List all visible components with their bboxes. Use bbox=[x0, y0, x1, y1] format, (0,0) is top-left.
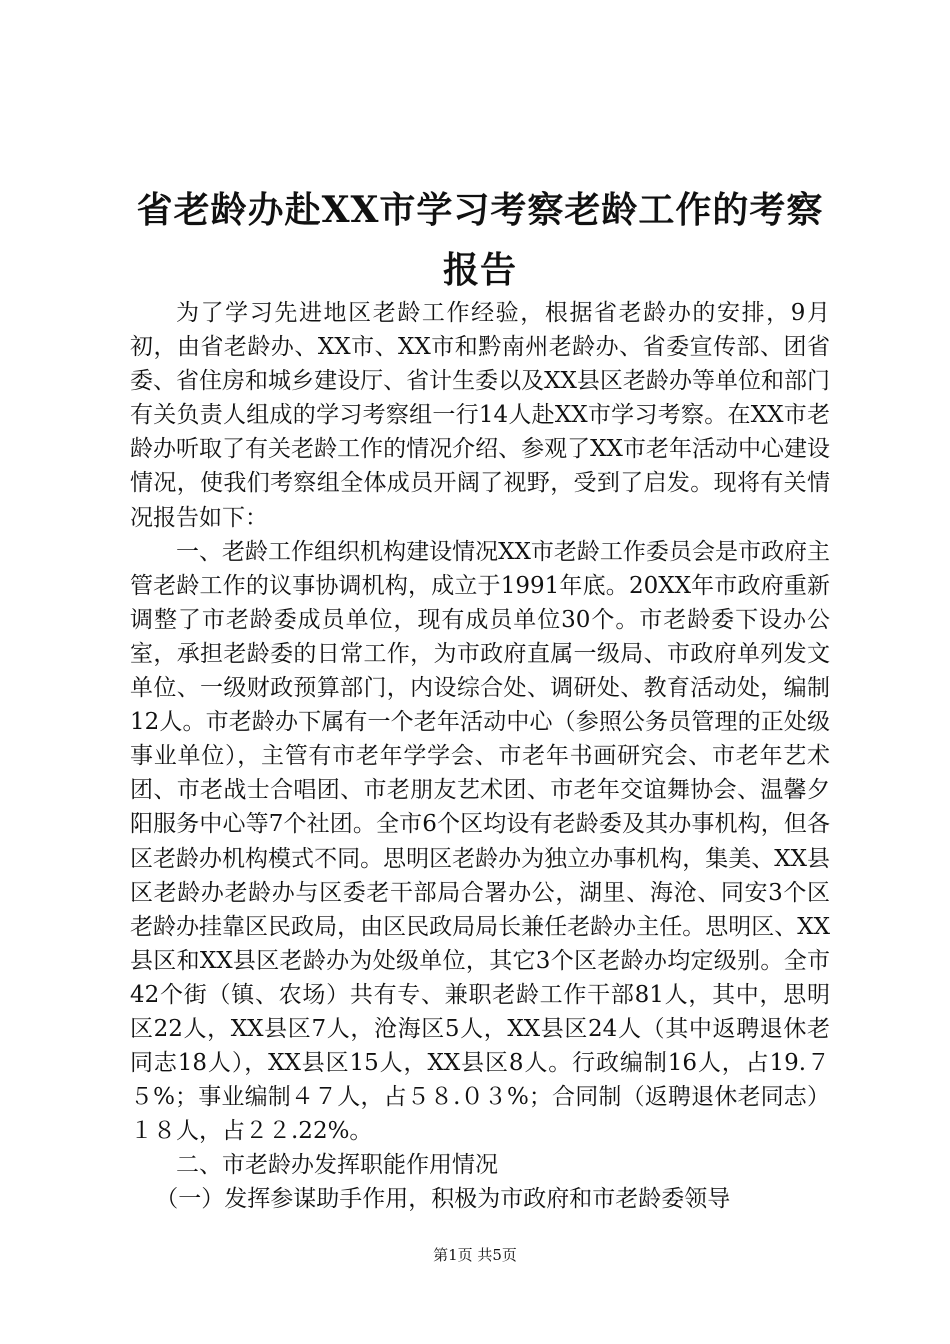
paragraph-section-one: 一、老龄工作组织机构建设情况XX市老龄工作委员会是市政府主管老龄工作的议事协调机构，成立于1991年底。20XX年市政府重新调整了市老龄委成员单位，现有成员单位30个。市老龄委下设办公室，承担老龄委的日常工作，为市政府直属一级局、市政府单列发文单位、一级财政预算部门，内设综合处、调研处、教育活动处，编制12人。市老龄办下属有一个老年活动中心（参照公务员管理的正处级事业单位），主管有市老年学学会、市老年书画研究会、市老年艺术团、市老战士合唱团、市老朋友艺术团、市老年交谊舞协会、温馨夕阳服务中心等7个社团。全市6个区均设有老龄委及其办事机构，但各区老龄办机构模式不同。思明区老龄办为独立办事机构，集美、XX县区老龄办老龄办与区委老干部局合署办公，湖里、海沧、同安3个区老龄办挂靠区民政局，由区民政局局长兼任老龄办主任。思明区、XX县区和XX县区老龄办为处级单位，其它3个区老龄办均定级别。全市42个街（镇、农场）共有专、兼职老龄工作干部81人，其中，思明区22人，XX县区7人，沧海区5人，XX县区24人（其中返聘退休老同志18人），XX县区15人，XX县区8人。行政编制16人，占19.７５%；事业编制４７人，占５８.０３%；合同制（返聘退休老同志）１８人，占２２.22%。 bbox=[130, 538, 830, 1145]
section-heading-two: 二、市老龄办发挥职能作用情况 bbox=[176, 1152, 498, 1179]
document-body bbox=[130, 296, 830, 1217]
document-title: 省老龄办赴XX市学习考察老龄工作的考察报告 bbox=[136, 189, 824, 291]
subsection-heading-one: （一）发挥参谋助手作用，积极为市政府和市老龄委领导 bbox=[155, 1186, 731, 1213]
paragraph-intro: 为了学习先进地区老龄工作经验，根据省老龄办的安排，9月初，由省老龄办、XX市、XX市和黔南州老龄办、省委宣传部、团省委、省住房和城乡建设厅、省计生委以及XX县区老龄办等单位和部门有关负责人组成的学习考察组一行14人赴XX市学习考察。在XX市老龄办听取了有关老龄工作的情况介绍、参观了XX市老年活动中心建设情况，使我们考察组全体成员开阔了视野，受到了启发。现将有关情况报告如下： bbox=[130, 300, 830, 531]
page-footer: 第1页 共5页 bbox=[433, 1246, 517, 1264]
